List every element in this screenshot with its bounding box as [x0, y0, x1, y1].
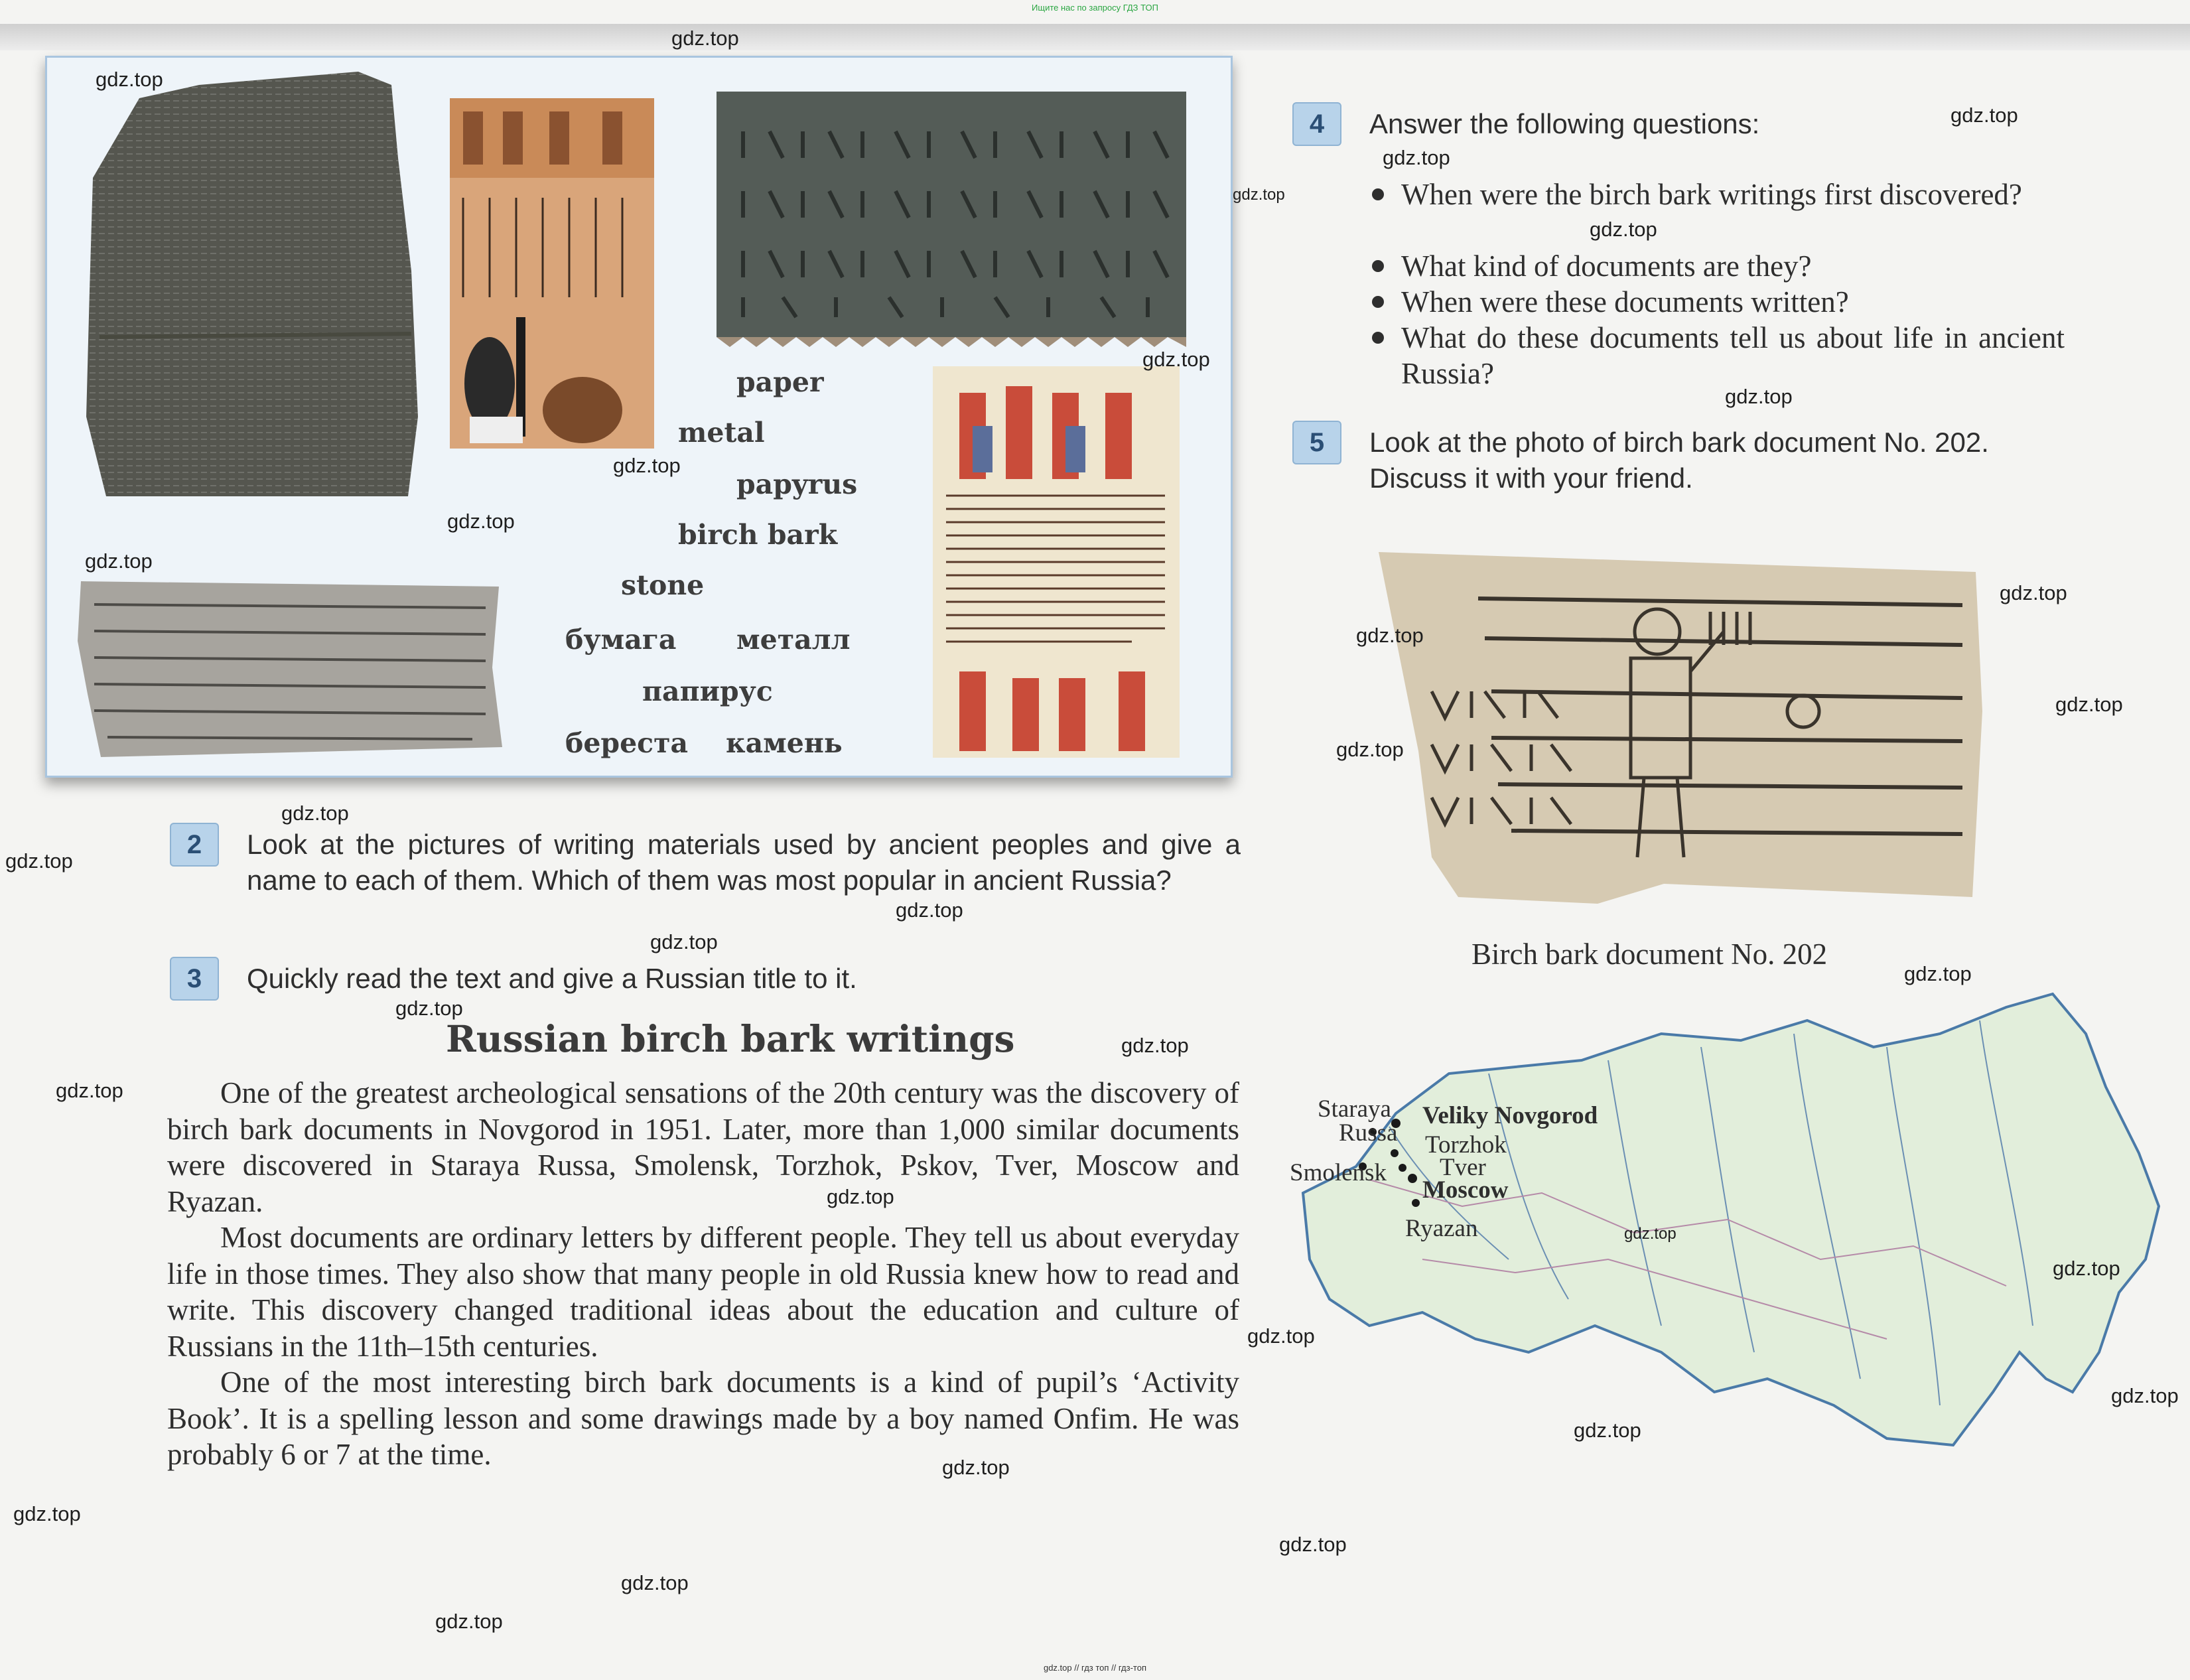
photo-caption: Birch bark document No. 202 — [1471, 938, 1828, 971]
watermark: gdz.top — [1233, 186, 1285, 204]
task-3-text: Quickly read the text and give a Russian title to it. — [247, 963, 857, 994]
watermark: gdz.top — [896, 898, 963, 922]
task-5-text: Look at the photo of birch bark document No. 202. Discuss it with your friend. — [1369, 427, 1989, 494]
article-paragraph-3: One of the most interesting birch bark documents is a kind of pupil’s ‘Activity Book’. It is a spelling lesson and some drawings made by a boy named Onfim. He was probably 6 or 7 at the time. — [167, 1365, 1239, 1471]
watermark: gdz.top — [13, 1502, 81, 1525]
material-birch-bark: birch bark — [678, 519, 838, 551]
paper-picture — [933, 366, 1180, 758]
watermark: gdz.top — [2055, 693, 2123, 716]
article-paragraph-1: One of the greatest archeological sensations of the 20th century was the discovery of birch bark documents in Novgorod in 1951. Later, more than 1,000 similar documents were discovered in Staraya Russa, Smolensk, Torzhok, Pskov, Tver, Moscow and Ryazan. — [167, 1076, 1239, 1218]
city-smolensk: Smolensk — [1290, 1159, 1387, 1186]
material-paper: paper — [736, 366, 824, 398]
material-papyrus-ru: папирус — [642, 675, 773, 707]
stone-picture — [80, 72, 425, 503]
task-5-badge: 5 — [1292, 421, 1341, 464]
material-stone: stone — [621, 569, 705, 601]
watermark: gdz.top — [1950, 104, 2018, 127]
papyrus-picture — [450, 98, 654, 449]
question-1: When were the birch bark writings first discovered? — [1401, 178, 2022, 211]
footer-note: gdz.top // гдз топ // гдз-топ — [1043, 1663, 1147, 1673]
city-russa: Russa — [1339, 1119, 1398, 1147]
task-3-badge: 3 — [170, 957, 219, 1001]
material-metal: metal — [678, 417, 765, 449]
city-tver: Tver — [1440, 1154, 1486, 1181]
watermark: gdz.top — [1336, 738, 1404, 761]
watermark: gdz.top — [96, 68, 163, 91]
watermark: gdz.top — [56, 1079, 123, 1102]
bullet — [1372, 332, 1384, 344]
material-metal-ru: металл — [736, 624, 851, 656]
watermark: gdz.top — [395, 997, 463, 1020]
task-4-text: Answer the following questions: — [1369, 108, 1760, 139]
bullet — [1372, 296, 1384, 308]
watermark: gdz.top — [2000, 581, 2067, 604]
city-veliky-novgorod: Veliky Novgorod — [1422, 1102, 1598, 1129]
task-2-badge: 2 — [170, 823, 219, 867]
watermark: gdz.top — [2053, 1257, 2120, 1280]
watermark: gdz.top — [2111, 1384, 2179, 1407]
bullet — [1372, 260, 1384, 272]
watermark: gdz.top — [5, 849, 73, 873]
watermark: gdz.top — [621, 1571, 689, 1594]
question-2: What kind of documents are they? — [1401, 249, 1812, 283]
city-torzhok: Torzhok — [1425, 1131, 1507, 1158]
material-papyrus: papyrus — [736, 468, 858, 500]
watermark: gdz.top — [281, 802, 349, 825]
watermark: gdz.top — [1142, 348, 1210, 371]
watermark: gdz.top — [1247, 1324, 1315, 1348]
watermark: gdz.top — [671, 27, 739, 50]
header-note: Ищите нас по запросу ГДЗ ТОП — [1032, 3, 1158, 13]
watermark: gdz.top — [613, 454, 681, 477]
question-4: What do these documents tell us about life in ancient Russia? — [1401, 321, 2065, 390]
watermark: gdz.top — [1121, 1034, 1189, 1057]
metal-picture — [717, 92, 1186, 352]
question-3: When were these documents written? — [1401, 285, 1849, 318]
watermark: gdz.top — [1590, 218, 1657, 241]
material-stone-ru: камень — [726, 727, 843, 759]
top-shadow-band — [0, 24, 2190, 50]
city-moscow: Moscow — [1422, 1176, 1509, 1204]
watermark: gdz.top — [1383, 146, 1450, 169]
watermark: gdz.top — [1279, 1533, 1347, 1556]
task-2-text: Look at the pictures of writing materials used by ancient peoples and give a name to each of them. Which of them was most popular in ancient Russia? — [247, 829, 1241, 896]
city-staraya: Staraya — [1318, 1095, 1391, 1123]
city-ryazan: Ryazan — [1405, 1215, 1478, 1242]
task-4-badge: 4 — [1292, 102, 1341, 146]
watermark: gdz.top — [942, 1456, 1010, 1479]
watermark: gdz.top — [1904, 962, 1972, 985]
watermark: gdz.top — [435, 1610, 503, 1633]
watermark: gdz.top — [1356, 624, 1424, 647]
watermark: gdz.top — [1624, 1225, 1677, 1243]
watermark: gdz.top — [827, 1185, 894, 1208]
birch-bark-picture — [74, 575, 506, 760]
birch-bark-document-photo — [1379, 539, 1996, 910]
material-paper-ru: бумага — [565, 624, 677, 656]
article-title: Russian birch bark writings — [446, 1017, 1015, 1060]
watermark: gdz.top — [1574, 1419, 1641, 1442]
watermark: gdz.top — [1725, 385, 1793, 408]
watermark: gdz.top — [85, 549, 153, 573]
bullet — [1372, 188, 1384, 200]
watermark: gdz.top — [650, 930, 718, 953]
watermark: gdz.top — [447, 510, 515, 533]
material-birch-bark-ru: береста — [565, 727, 689, 759]
article-paragraph-2: Most documents are ordinary letters by different people. They tell us about everyday life in those times. They also show that many people in old Russia knew how to read and write. This discovery changed traditional ideas about the education and culture of Russians in the 11th–15th centuries. — [167, 1221, 1239, 1363]
